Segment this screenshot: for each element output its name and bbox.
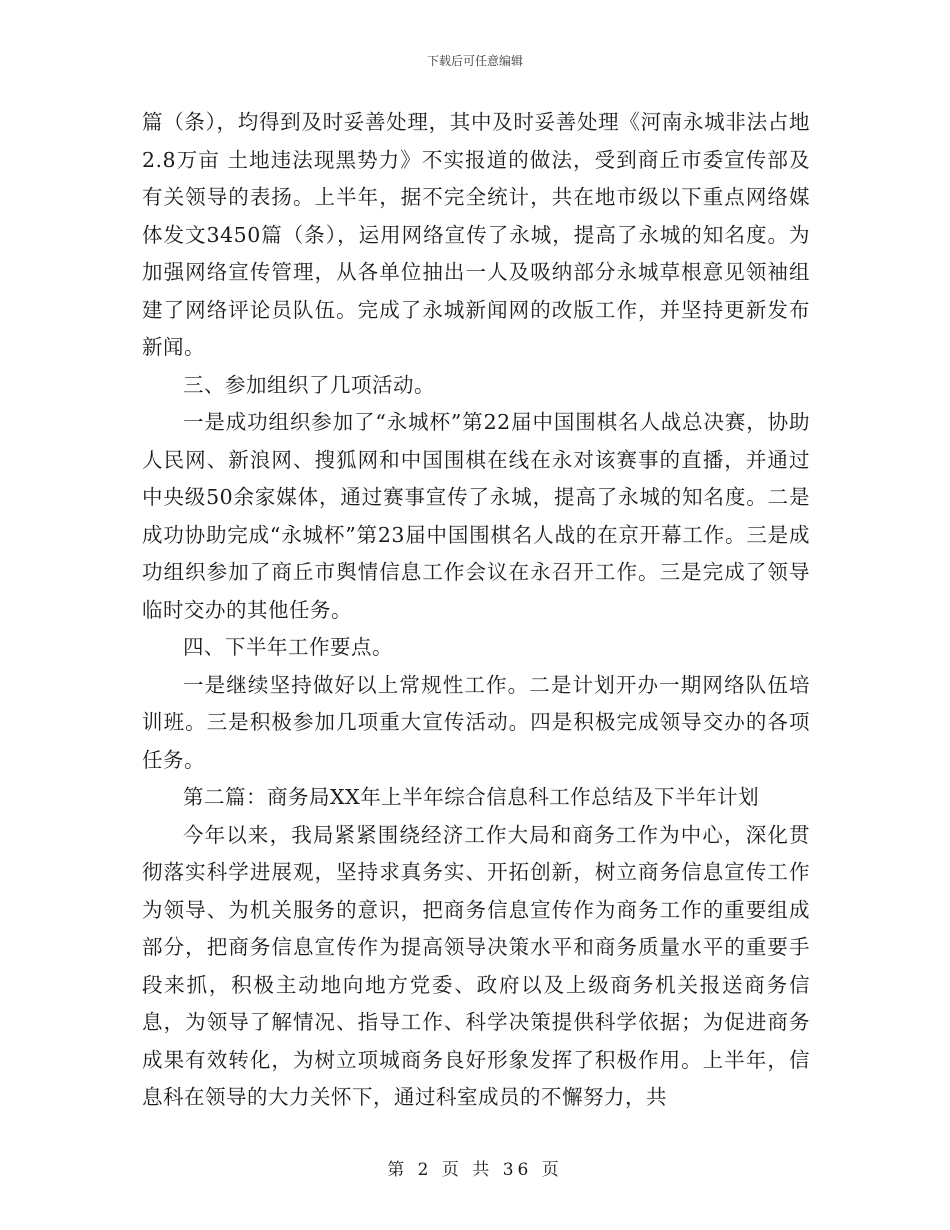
page-number-footer: 第 2 页 共 36 页 — [387, 1160, 563, 1180]
section-heading: 四、下半年工作要点。 — [183, 635, 393, 659]
paragraph: 一是成功组织参加了“永城杯”第22届中国围棋名人战总决赛，协助人民网、新浪网、搜狐网和中国围棋在线在永对该赛事的直播，并通过中央级50余家媒体，通过赛事宣传了永城，提高了永城的知名度。二是成功协助完成“永城杯”第23届中国围棋名人战的在京开幕工作。三是成功组织参加了商丘市舆情信息工作会议在永召开工作。三是完成了领导临时交办的其他任务。 — [142, 410, 810, 622]
paragraph: 一是继续坚持做好以上常规性工作。二是计划开办一期网络队伍培训班。三是积极参加几项重大宣传活动。四是积极完成领导交办的各项任务。 — [142, 672, 810, 772]
paragraph: 篇（条），均得到及时妥善处理，其中及时妥善处理《河南永城非法占地2.8万亩 土地违法现黑势力》不实报道的做法，受到商丘市委宣传部及有关领导的表扬。上半年，据不完全统计，共在地市级以下重点网络媒体发文3450篇（条），运用网络宣传了永城，提高了永城的知名度。为加强网络宣传管理，从各单位抽出一人及吸纳部分永城草根意见领袖组建了网络评论员队伍。完成了永城新闻网的改版工作，并坚持更新发布新闻。 — [142, 110, 810, 359]
paragraph: 今年以来，我局紧紧围绕经济工作大局和商务工作为中心，深化贯彻落实科学进展观，坚持求真务实、开拓创新，树立商务信息宣传工作为领导、为机关服务的意识，把商务信息宣传作为商务工作的重要组成部分，把商务信息宣传作为提高领导决策水平和商务质量水平的重要手段来抓，积极主动地向地方党委、政府以及上级商务机关报送商务信息，为领导了解情况、指导工作、科学决策提供科学依据；为促进商务成果有效转化，为树立项城商务良好形象发挥了积极作用。上半年，信息科在领导的大力关怀下，通过科室成员的不懈努力，共 — [142, 822, 810, 1109]
page-header-note: 下载后可任意编辑 — [426, 54, 523, 68]
section-heading: 三、参加组织了几项活动。 — [183, 372, 435, 397]
document-body — [142, 104, 810, 1117]
article-title: 第二篇：商务局XX年上半年综合信息科工作总结及下半年计划 — [183, 785, 760, 809]
